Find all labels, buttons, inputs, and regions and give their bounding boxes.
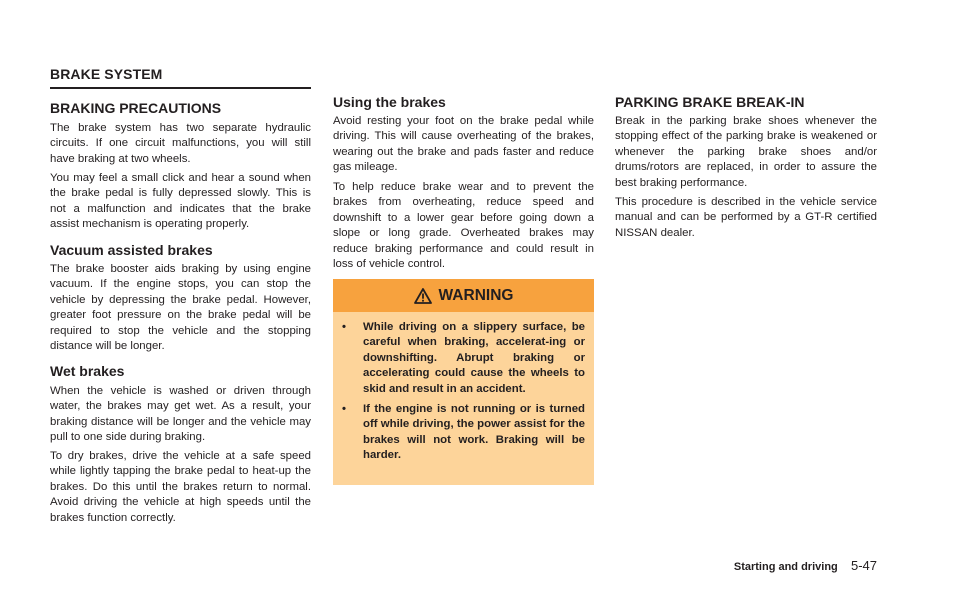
parking-break-in-paragraph-2: This procedure is described in the vehicle service manual and can be performed by a GT-R certified NISSAN dealer. [615,196,877,239]
warning-box [333,279,594,485]
warning-triangle-icon [414,288,432,304]
section-title: BRAKE SYSTEM [50,66,311,89]
using-brakes-heading: Using the brakes [333,94,446,110]
bullet: • [342,403,346,416]
vacuum-assisted-heading: Vacuum assisted brakes [50,242,213,258]
footer-chapter: Starting and driving [733,561,838,573]
warning-item-text: If the engine is not running or is turned off while driving, the power assist for the brakes will not work. Braking will be harder. [363,403,585,462]
braking-precautions-paragraph-1: The brake system has two separate hydraulic circuits. If one circuit malfunctions, you will still have braking at two wheels. [50,122,311,165]
warning-item-text: While driving on a slippery surface, be careful when braking, accelerat-ing or downshifting. Abrupt braking or accelerating could cause the wheels to skid and result in an accident. [363,321,585,395]
braking-precautions-paragraph-2: You may feel a small click and hear a sound when the brake pedal is fully depressed slowly. This is not a malfunction and indicates that the brake assist mechanism is operating properly. [50,172,311,231]
page-number: 5-47 [850,558,877,573]
warning-item [342,320,585,397]
parking-break-in-heading: PARKING BRAKE BREAK-IN [615,94,805,110]
bullet: • [342,321,346,333]
braking-precautions-heading: BRAKING PRECAUTIONS [50,100,222,116]
wet-brakes-heading: Wet brakes [50,363,125,379]
page-footer [734,558,877,573]
warning-list [333,312,594,464]
vacuum-assisted-paragraph: The brake booster aids braking by using engine vacuum. If the engine stops, you can stop the vehicle by depressing the brake pedal. However, greater foot pressure on the brake pedal will be required to stop the vehicle and the stopping distance will be longer. [50,263,311,353]
warning-item [342,402,585,464]
wet-brakes-paragraph-1: When the vehicle is washed or driven through water, the brakes may get wet. As a result, your braking distance will be longer and the vehicle may pull to one side during braking. [50,385,311,444]
parking-break-in-paragraph-1: Break in the parking brake shoes whenever the stopping effect of the parking brake is weakened or whenever the parking brake shoes and/or drums/rotors are replaced, in order to assure the best braking performance. [615,115,877,189]
using-brakes-paragraph-2: To help reduce brake wear and to prevent the brakes from overheating, reduce speed and downshift to a lower gear before going down a slope or long grade. Overheated brakes may reduce braking performance and could result in loss of vehicle control. [333,181,594,271]
using-brakes-paragraph-1: Avoid resting your foot on the brake pedal while driving. This will cause overheating of the brakes, wearing out the brake and pads faster and reduce gas mileage. [333,115,594,174]
wet-brakes-paragraph-2: To dry brakes, drive the vehicle at a safe speed while lightly tapping the brake pedal to heat-up the brakes. Do this until the brakes return to normal. Avoid driving the vehicle at high speeds until the brakes function correctly. [50,450,311,524]
warning-title: WARNING [438,286,514,304]
warning-header [333,279,594,312]
